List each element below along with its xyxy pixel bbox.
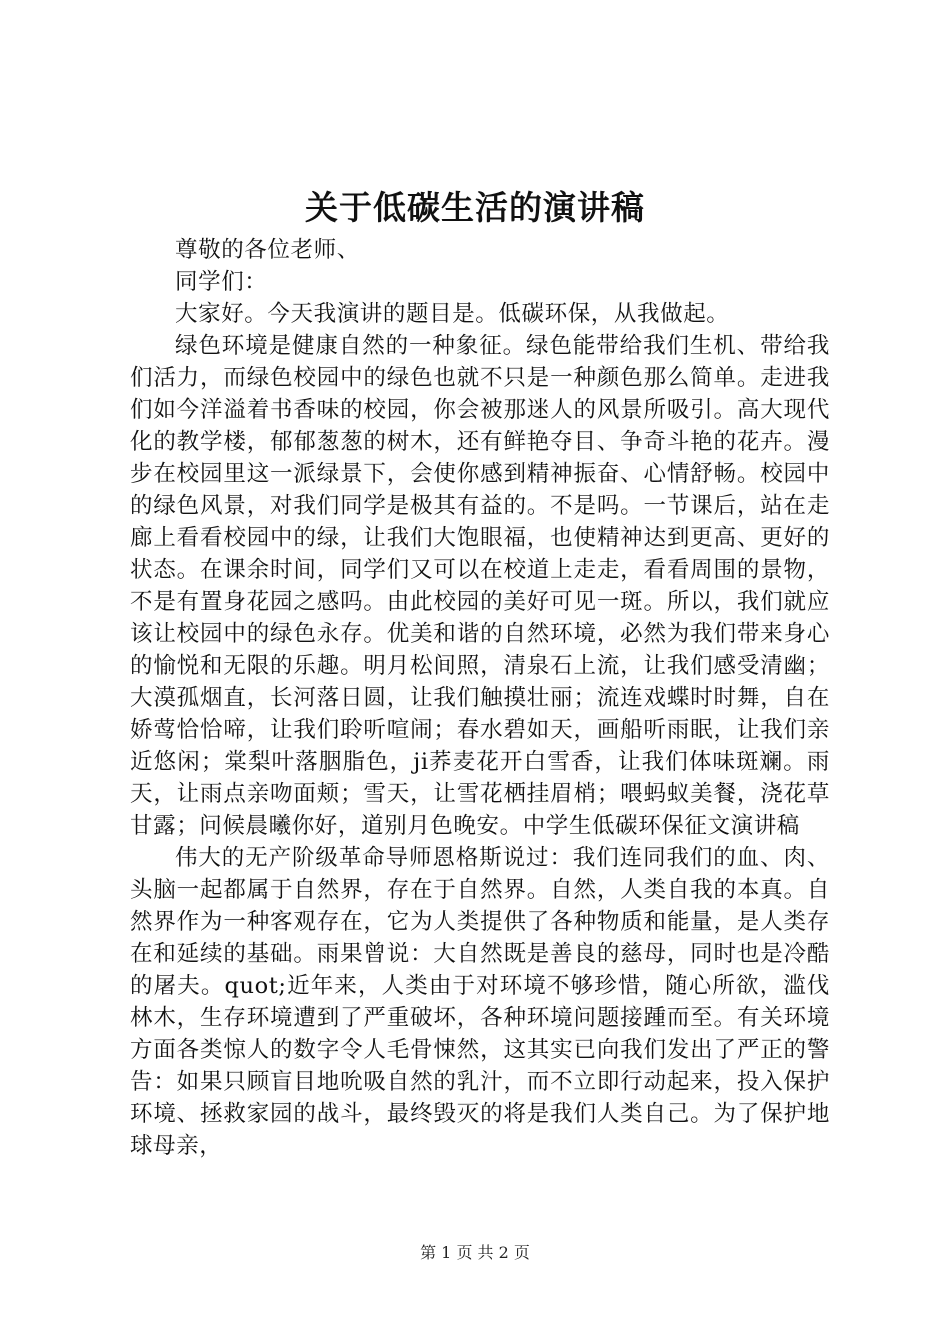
document-body bbox=[130, 234, 830, 1162]
document-title: 关于低碳生活的演讲稿 bbox=[305, 188, 645, 227]
body-paragraph: 绿色环境是健康自然的一种象征。绿色能带给我们生机、带给我们活力，而绿色校园中的绿色也就不只是一种颜色那么简单。走进我们如今洋溢着书香味的校园，你会被那迷人的风景所吸引。高大现代化的教学楼，郁郁葱葱的树木，还有鲜艳夺目、争奇斗艳的花卉。漫步在校园里这一派绿景下，会使你感到精神振奋、心情舒畅。校园中的绿色风景，对我们同学是极其有益的。不是吗。一节课后，站在走廊上看看校园中的绿，让我们大饱眼福，也使精神达到更高、更好的状态。在课余时间，同学们又可以在校道上走走，看看周围的景物，不是有置身花园之感吗。由此校园的美好可见一斑。所以，我们就应该让校园中的绿色永存。优美和谐的自然环境，必然为我们带来身心的愉悦和无限的乐趣。明月松间照，清泉石上流，让我们感受清幽；大漠孤烟直，长河落日圆，让我们触摸壮丽；流连戏蝶时时舞，自在娇莺恰恰啼，让我们聆听喧闹；春水碧如天，画船听雨眠，让我们亲近悠闲；棠梨叶落胭脂色，ji荞麦花开白雪香，让我们体味斑斓。雨天，让雨点亲吻面颊；雪天，让雪花栖挂眉梢；喂蚂蚁美餐，浇花草甘露；问候晨曦你好，道别月色晚安。中学生低碳环保征文演讲稿 bbox=[130, 333, 830, 839]
body-paragraph: 伟大的无产阶级革命导师恩格斯说过：我们连同我们的血、肉、头脑一起都属于自然界，存在于自然界。自然，人类自我的本真。自然界作为一种客观存在，它为人类提供了各种物质和能量，是人类存在和延续的基础。雨果曾说：大自然既是善良的慈母，同时也是冷酷的屠夫。quot;近年来，人类由于对环境不够珍惜，随心所欲，滥伐林木，生存环境遭到了严重破坏，各种环境问题接踵而至。有关环境方面各类惊人的数字令人毛骨悚然，这其实已向我们发出了严正的警告：如果只顾盲目地吮吸自然的乳汁，而不立即行动起来，投入保护环境、拯救家园的战斗，最终毁灭的将是我们人类自己。为了保护地球母亲， bbox=[130, 845, 830, 1159]
greeting-paragraph: 大家好。今天我演讲的题目是。低碳环保，从我做起。 bbox=[175, 301, 730, 327]
page-number-footer: 第 1 页 共 2 页 bbox=[420, 1243, 530, 1262]
salutation-line-1: 尊敬的各位老师、 bbox=[175, 237, 360, 263]
salutation-line-2: 同学们： bbox=[175, 269, 268, 295]
